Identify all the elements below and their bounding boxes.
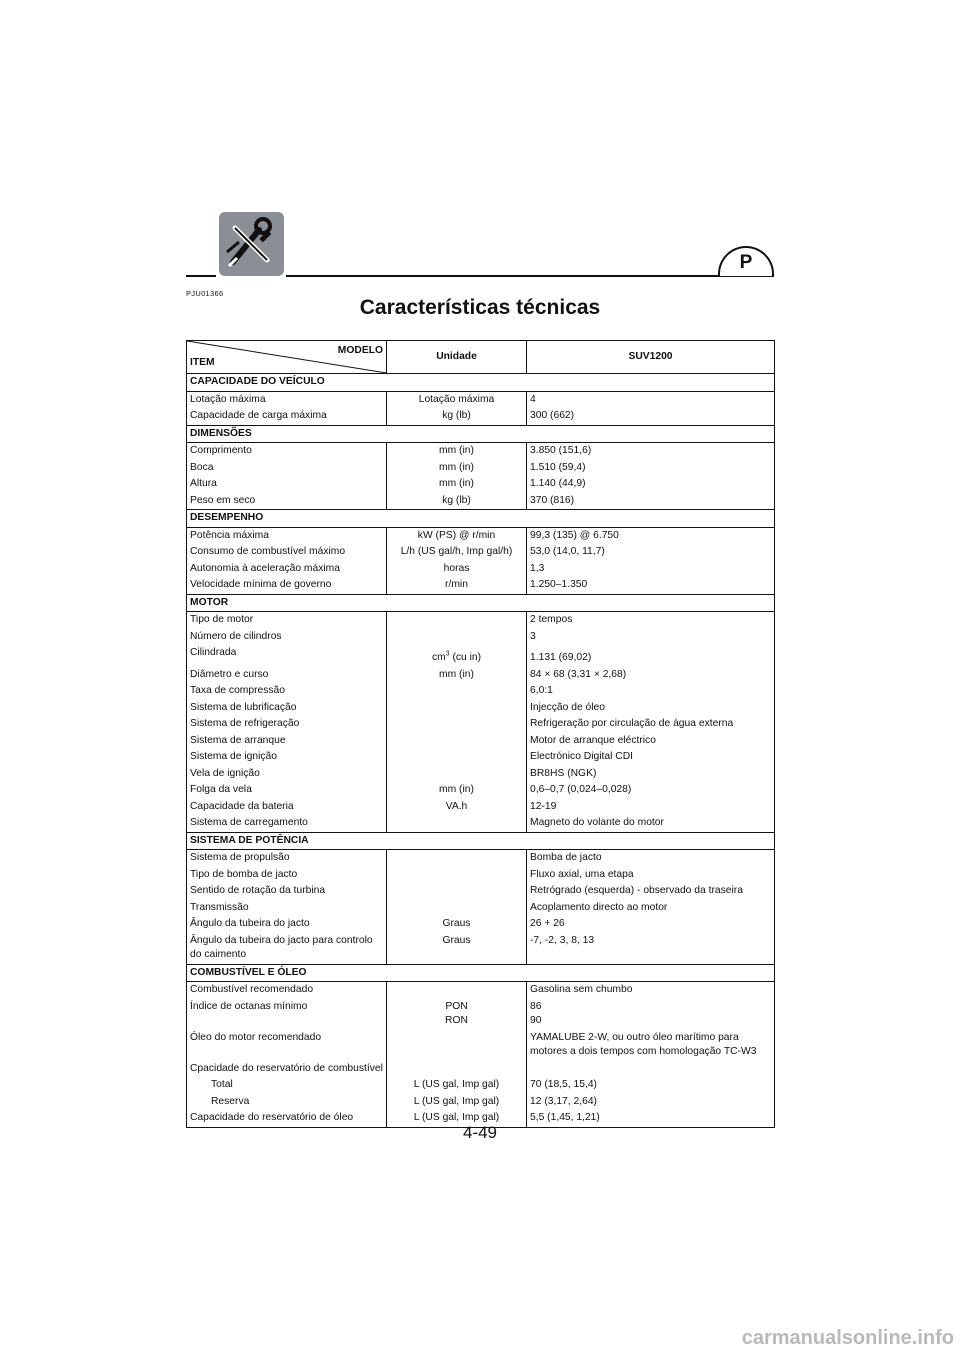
spec-value: 1.140 (44,9)	[527, 476, 775, 493]
spec-label: Tipo de bomba de jacto	[187, 867, 387, 884]
spec-label: Ângulo da tubeira do jacto	[187, 916, 387, 933]
spec-unit	[387, 645, 527, 667]
section-title: SISTEMA DE POTÊNCIA	[187, 832, 775, 850]
table-row	[187, 1061, 775, 1078]
spec-value: 2 tempos	[527, 612, 775, 629]
spec-unit	[387, 700, 527, 717]
spec-label: Combustível recomendado	[187, 982, 387, 999]
spec-value: 1.131 (69,02)	[527, 645, 775, 667]
spec-label: Número de cilindros	[187, 629, 387, 646]
spec-unit	[387, 883, 527, 900]
spec-value: Electrónico Digital CDI	[527, 749, 775, 766]
spec-unit: r/min	[387, 577, 527, 594]
spec-unit: Graus	[387, 916, 527, 933]
spec-unit: L/h (US gal/h, Imp gal/h)	[387, 544, 527, 561]
spec-label: Peso em seco	[187, 493, 387, 510]
header-corner-cell	[187, 341, 387, 374]
table-row	[187, 544, 775, 561]
spec-value: 5,5 (1,45, 1,21)	[527, 1110, 775, 1127]
spec-unit	[387, 850, 527, 867]
page-title: Características técnicas	[359, 296, 601, 319]
spec-unit	[387, 1030, 527, 1061]
spec-value: Refrigeração por circulação de água externa	[527, 716, 775, 733]
spec-unit: Graus	[387, 933, 527, 965]
spec-value: 26 + 26	[527, 916, 775, 933]
section-title: COMBUSTÍVEL E ÓLEO	[187, 964, 775, 982]
table-row	[187, 749, 775, 766]
spec-value	[527, 1061, 775, 1078]
spec-label: Boca	[187, 460, 387, 477]
table-row	[187, 460, 775, 477]
spec-value: 12 (3,17, 2,64)	[527, 1094, 775, 1111]
table-row	[187, 716, 775, 733]
spec-value: Fluxo axial, uma etapa	[527, 867, 775, 884]
table-row	[187, 667, 775, 684]
spec-value: 4	[527, 391, 775, 408]
spec-value: 1.250–1.350	[527, 577, 775, 594]
spec-unit	[387, 867, 527, 884]
section-header-row	[187, 510, 775, 528]
section-header-row	[187, 832, 775, 850]
spec-value: Bomba de jacto	[527, 850, 775, 867]
spec-unit: mm (in)	[387, 443, 527, 460]
spec-unit: Lotação máxima	[387, 391, 527, 408]
spec-label: Autonomia à aceleração máxima	[187, 561, 387, 578]
section-title: CAPACIDADE DO VEÍCULO	[187, 374, 775, 392]
spec-value: -7, -2, 3, 8, 13	[527, 933, 775, 965]
spec-value: 0,6–0,7 (0,024–0,028)	[527, 782, 775, 799]
spec-label: Sistema de refrigeração	[187, 716, 387, 733]
section-header-row	[187, 964, 775, 982]
table-row	[187, 815, 775, 832]
spec-value: 1.510 (59,4)	[527, 460, 775, 477]
spec-value: 300 (662)	[527, 408, 775, 425]
spec-unit: mm (in)	[387, 667, 527, 684]
spec-label: Comprimento	[187, 443, 387, 460]
spec-unit: kW (PS) @ r/min	[387, 527, 527, 544]
spec-label: Transmissão	[187, 900, 387, 917]
table-row	[187, 1077, 775, 1094]
table-row	[187, 408, 775, 425]
spec-value: Injecção de óleo	[527, 700, 775, 717]
spec-unit: VA.h	[387, 799, 527, 816]
spec-value: 1,3	[527, 561, 775, 578]
spec-label: Óleo do motor recomendado	[187, 1030, 387, 1061]
spec-label: Vela de ignição	[187, 766, 387, 783]
spec-label: Cpacidade do reservatório de combustível	[187, 1061, 387, 1078]
table-row	[187, 733, 775, 750]
spec-value: 84 × 68 (3,31 × 2,68)	[527, 667, 775, 684]
header-modelo: MODELO	[337, 345, 383, 356]
spec-unit	[387, 683, 527, 700]
spec-unit: L (US gal, Imp gal)	[387, 1094, 527, 1111]
table-row	[187, 999, 775, 1030]
spec-label: Capacidade do reservatório de óleo	[187, 1110, 387, 1127]
header-unidade: Unidade	[387, 341, 527, 374]
spec-value: 3.850 (151,6)	[527, 443, 775, 460]
spec-value: Retrógrado (esquerda) - observado da traseira	[527, 883, 775, 900]
watermark: carmanualsonline.info	[741, 1327, 954, 1349]
table-row	[187, 391, 775, 408]
spec-label: Total	[187, 1077, 387, 1094]
spec-label: Folga da vela	[187, 782, 387, 799]
table-row	[187, 867, 775, 884]
spec-value: BR8HS (NGK)	[527, 766, 775, 783]
spec-label: Capacidade de carga máxima	[187, 408, 387, 425]
spec-value: 6,0:1	[527, 683, 775, 700]
table-row	[187, 577, 775, 594]
section-header-row	[187, 425, 775, 443]
spec-table	[186, 340, 775, 1128]
spec-label: Sistema de ignição	[187, 749, 387, 766]
table-row	[187, 1030, 775, 1061]
spec-unit-suffix: (cu in)	[449, 652, 482, 663]
section-header-row	[187, 374, 775, 392]
page-number: 4-49	[462, 1123, 498, 1142]
table-row	[187, 766, 775, 783]
section-title: MOTOR	[187, 594, 775, 612]
table-row	[187, 916, 775, 933]
spec-unit: mm (in)	[387, 782, 527, 799]
spec-unit: horas	[387, 561, 527, 578]
header-item: ITEM	[190, 356, 215, 368]
spec-label: Lotação máxima	[187, 391, 387, 408]
spec-value: YAMALUBE 2-W, ou outro óleo marítimo para motores a dois tempos com homologação TC-W3	[527, 1030, 775, 1061]
document-code: PJU01366	[186, 289, 224, 298]
spec-label: Capacidade da bateria	[187, 799, 387, 816]
spec-unit: kg (lb)	[387, 493, 527, 510]
spec-label: Consumo de combustível máximo	[187, 544, 387, 561]
section-header-row	[187, 594, 775, 612]
spec-value: 12-19	[527, 799, 775, 816]
header-rule-left	[186, 275, 216, 277]
spec-unit-exponent: 3	[445, 650, 450, 658]
spec-label: Cilindrada	[187, 645, 387, 667]
table-row	[187, 443, 775, 460]
spec-label: Ângulo da tubeira do jacto para controlo do caimento	[187, 933, 387, 965]
spec-label: Índice de octanas mínimo	[187, 999, 387, 1030]
spec-label: Sistema de carregamento	[187, 815, 387, 832]
spec-value: Magneto do volante do motor	[527, 815, 775, 832]
spec-unit	[387, 749, 527, 766]
spec-label: Reserva	[187, 1094, 387, 1111]
spec-value: 370 (816)	[527, 493, 775, 510]
table-row	[187, 612, 775, 629]
spec-value: Motor de arranque eléctrico	[527, 733, 775, 750]
spec-unit	[387, 766, 527, 783]
table-row	[187, 982, 775, 999]
spec-value: Acoplamento directo ao motor	[527, 900, 775, 917]
spec-value: 99,3 (135) @ 6.750	[527, 527, 775, 544]
spec-unit: L (US gal, Imp gal)	[387, 1110, 527, 1127]
spec-value: 53,0 (14,0, 11,7)	[527, 544, 775, 561]
spec-value: 86 90	[527, 999, 775, 1030]
spec-label: Taxa de compressão	[187, 683, 387, 700]
header-model: SUV1200	[527, 341, 775, 374]
table-row	[187, 782, 775, 799]
spec-unit: kg (lb)	[387, 408, 527, 425]
table-row	[187, 799, 775, 816]
spec-value: 70 (18,5, 15,4)	[527, 1077, 775, 1094]
spec-label: Sistema de lubrificação	[187, 700, 387, 717]
spec-value: 3	[527, 629, 775, 646]
table-row	[187, 645, 775, 667]
spec-unit	[387, 982, 527, 999]
spec-unit: mm (in)	[387, 460, 527, 477]
table-row	[187, 629, 775, 646]
spec-label: Altura	[187, 476, 387, 493]
table-row	[187, 883, 775, 900]
tools-icon	[219, 212, 284, 276]
spec-unit	[387, 815, 527, 832]
table-row	[187, 493, 775, 510]
spec-unit: PON RON	[387, 999, 527, 1030]
section-title: DESEMPENHO	[187, 510, 775, 528]
table-row	[187, 527, 775, 544]
spec-label: Potência máxima	[187, 527, 387, 544]
spec-unit	[387, 629, 527, 646]
table-row	[187, 1094, 775, 1111]
spec-label: Sentido de rotação da turbina	[187, 883, 387, 900]
spec-unit	[387, 900, 527, 917]
table-row	[187, 933, 775, 965]
spec-value: Gasolina sem chumbo	[527, 982, 775, 999]
spec-label: Velocidade mínima de governo	[187, 577, 387, 594]
header-rule	[286, 275, 774, 277]
table-row	[187, 700, 775, 717]
spec-label: Diâmetro e curso	[187, 667, 387, 684]
spec-unit: L (US gal, Imp gal)	[387, 1077, 527, 1094]
spec-unit-base: cm	[431, 652, 446, 663]
section-title: DIMENSÕES	[187, 425, 775, 443]
spec-unit: mm (in)	[387, 476, 527, 493]
spec-unit	[387, 733, 527, 750]
language-badge: P	[718, 246, 774, 276]
spec-unit	[387, 1061, 527, 1078]
spec-unit	[387, 716, 527, 733]
spec-label: Sistema de arranque	[187, 733, 387, 750]
spec-label: Sistema de propulsão	[187, 850, 387, 867]
spec-unit	[387, 612, 527, 629]
table-row	[187, 850, 775, 867]
table-row	[187, 476, 775, 493]
table-row	[187, 900, 775, 917]
table-header-row	[187, 341, 775, 374]
spec-label: Tipo de motor	[187, 612, 387, 629]
table-row	[187, 683, 775, 700]
table-row	[187, 561, 775, 578]
